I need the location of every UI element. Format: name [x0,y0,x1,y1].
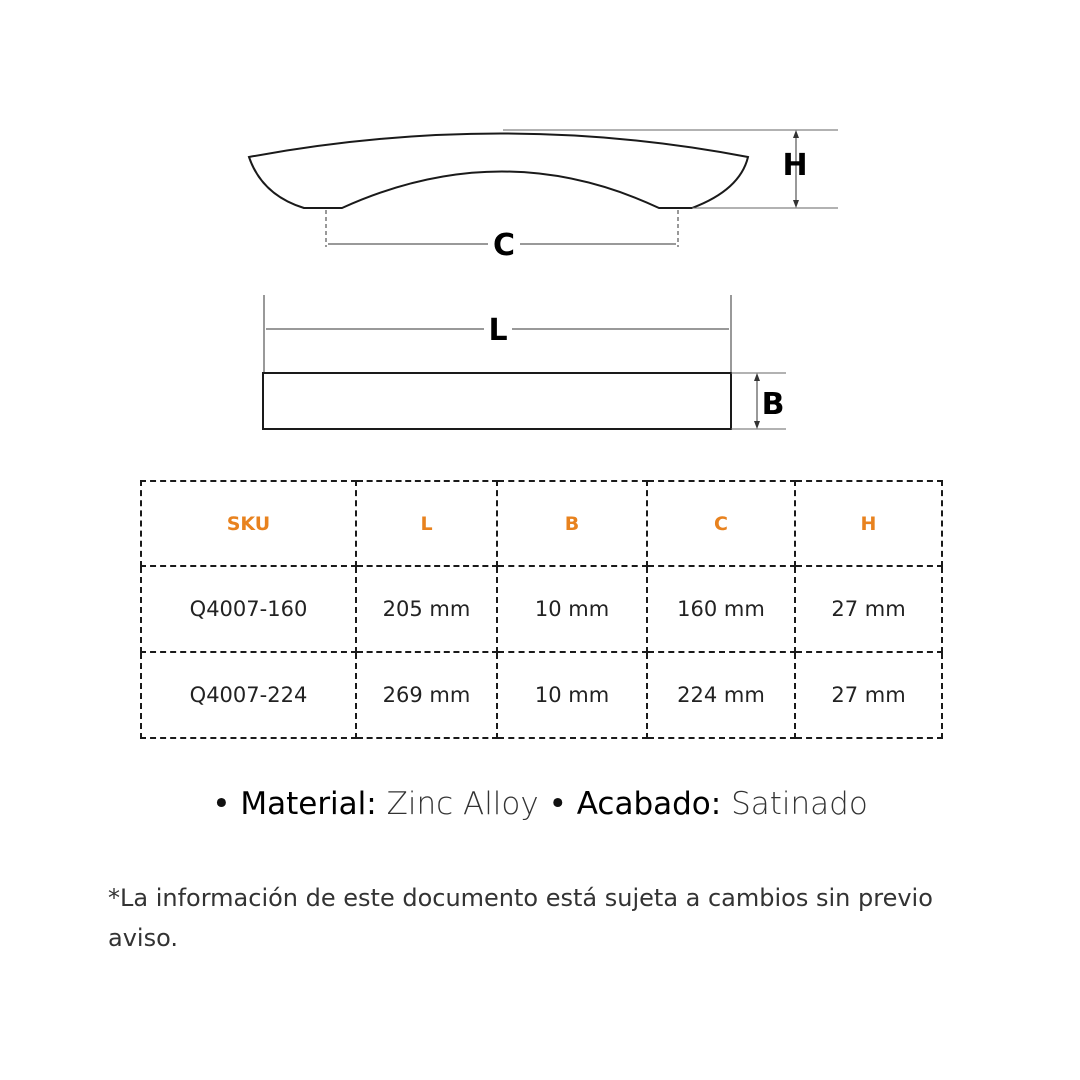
height-arrow-bottom [793,200,799,208]
cell-c: 160 mm [647,566,795,652]
spec-table [140,480,943,739]
length-label: L [488,313,508,348]
cell-h: 27 mm [795,652,942,738]
cell-b: 10 mm [497,652,647,738]
disclaimer-text: *La información de este documento está sujeta a cambios sin previo aviso. [108,884,933,952]
bullet: • [548,786,567,822]
table-row [141,566,942,652]
handle-diagram [0,0,1080,470]
base-arrow-top [754,373,760,381]
cell-b: 10 mm [497,566,647,652]
header-l: L [356,481,497,566]
center-label: C [492,228,516,263]
cell-sku: Q4007-224 [141,652,356,738]
base-arrow-bottom [754,421,760,429]
cell-h: 27 mm [795,566,942,652]
material-label: Material: [240,786,377,822]
header-h: H [795,481,942,566]
cell-c: 224 mm [647,652,795,738]
handle-top-view [263,373,731,429]
finish-label: Acabado: [576,786,722,822]
table-row [141,652,942,738]
cell-l: 205 mm [356,566,497,652]
header-sku: SKU [141,481,356,566]
material-value: Zinc Alloy [386,786,539,822]
cell-sku: Q4007-160 [141,566,356,652]
handle-side-view [249,134,748,209]
bullet: • [212,786,231,822]
height-arrow-top [793,130,799,138]
cell-l: 269 mm [356,652,497,738]
header-c: C [647,481,795,566]
base-label: B [761,387,785,422]
height-label: H [782,148,808,183]
table-header-row [141,481,942,566]
material-finish-line [0,786,1080,822]
header-b: B [497,481,647,566]
finish-value: Satinado [731,786,868,822]
